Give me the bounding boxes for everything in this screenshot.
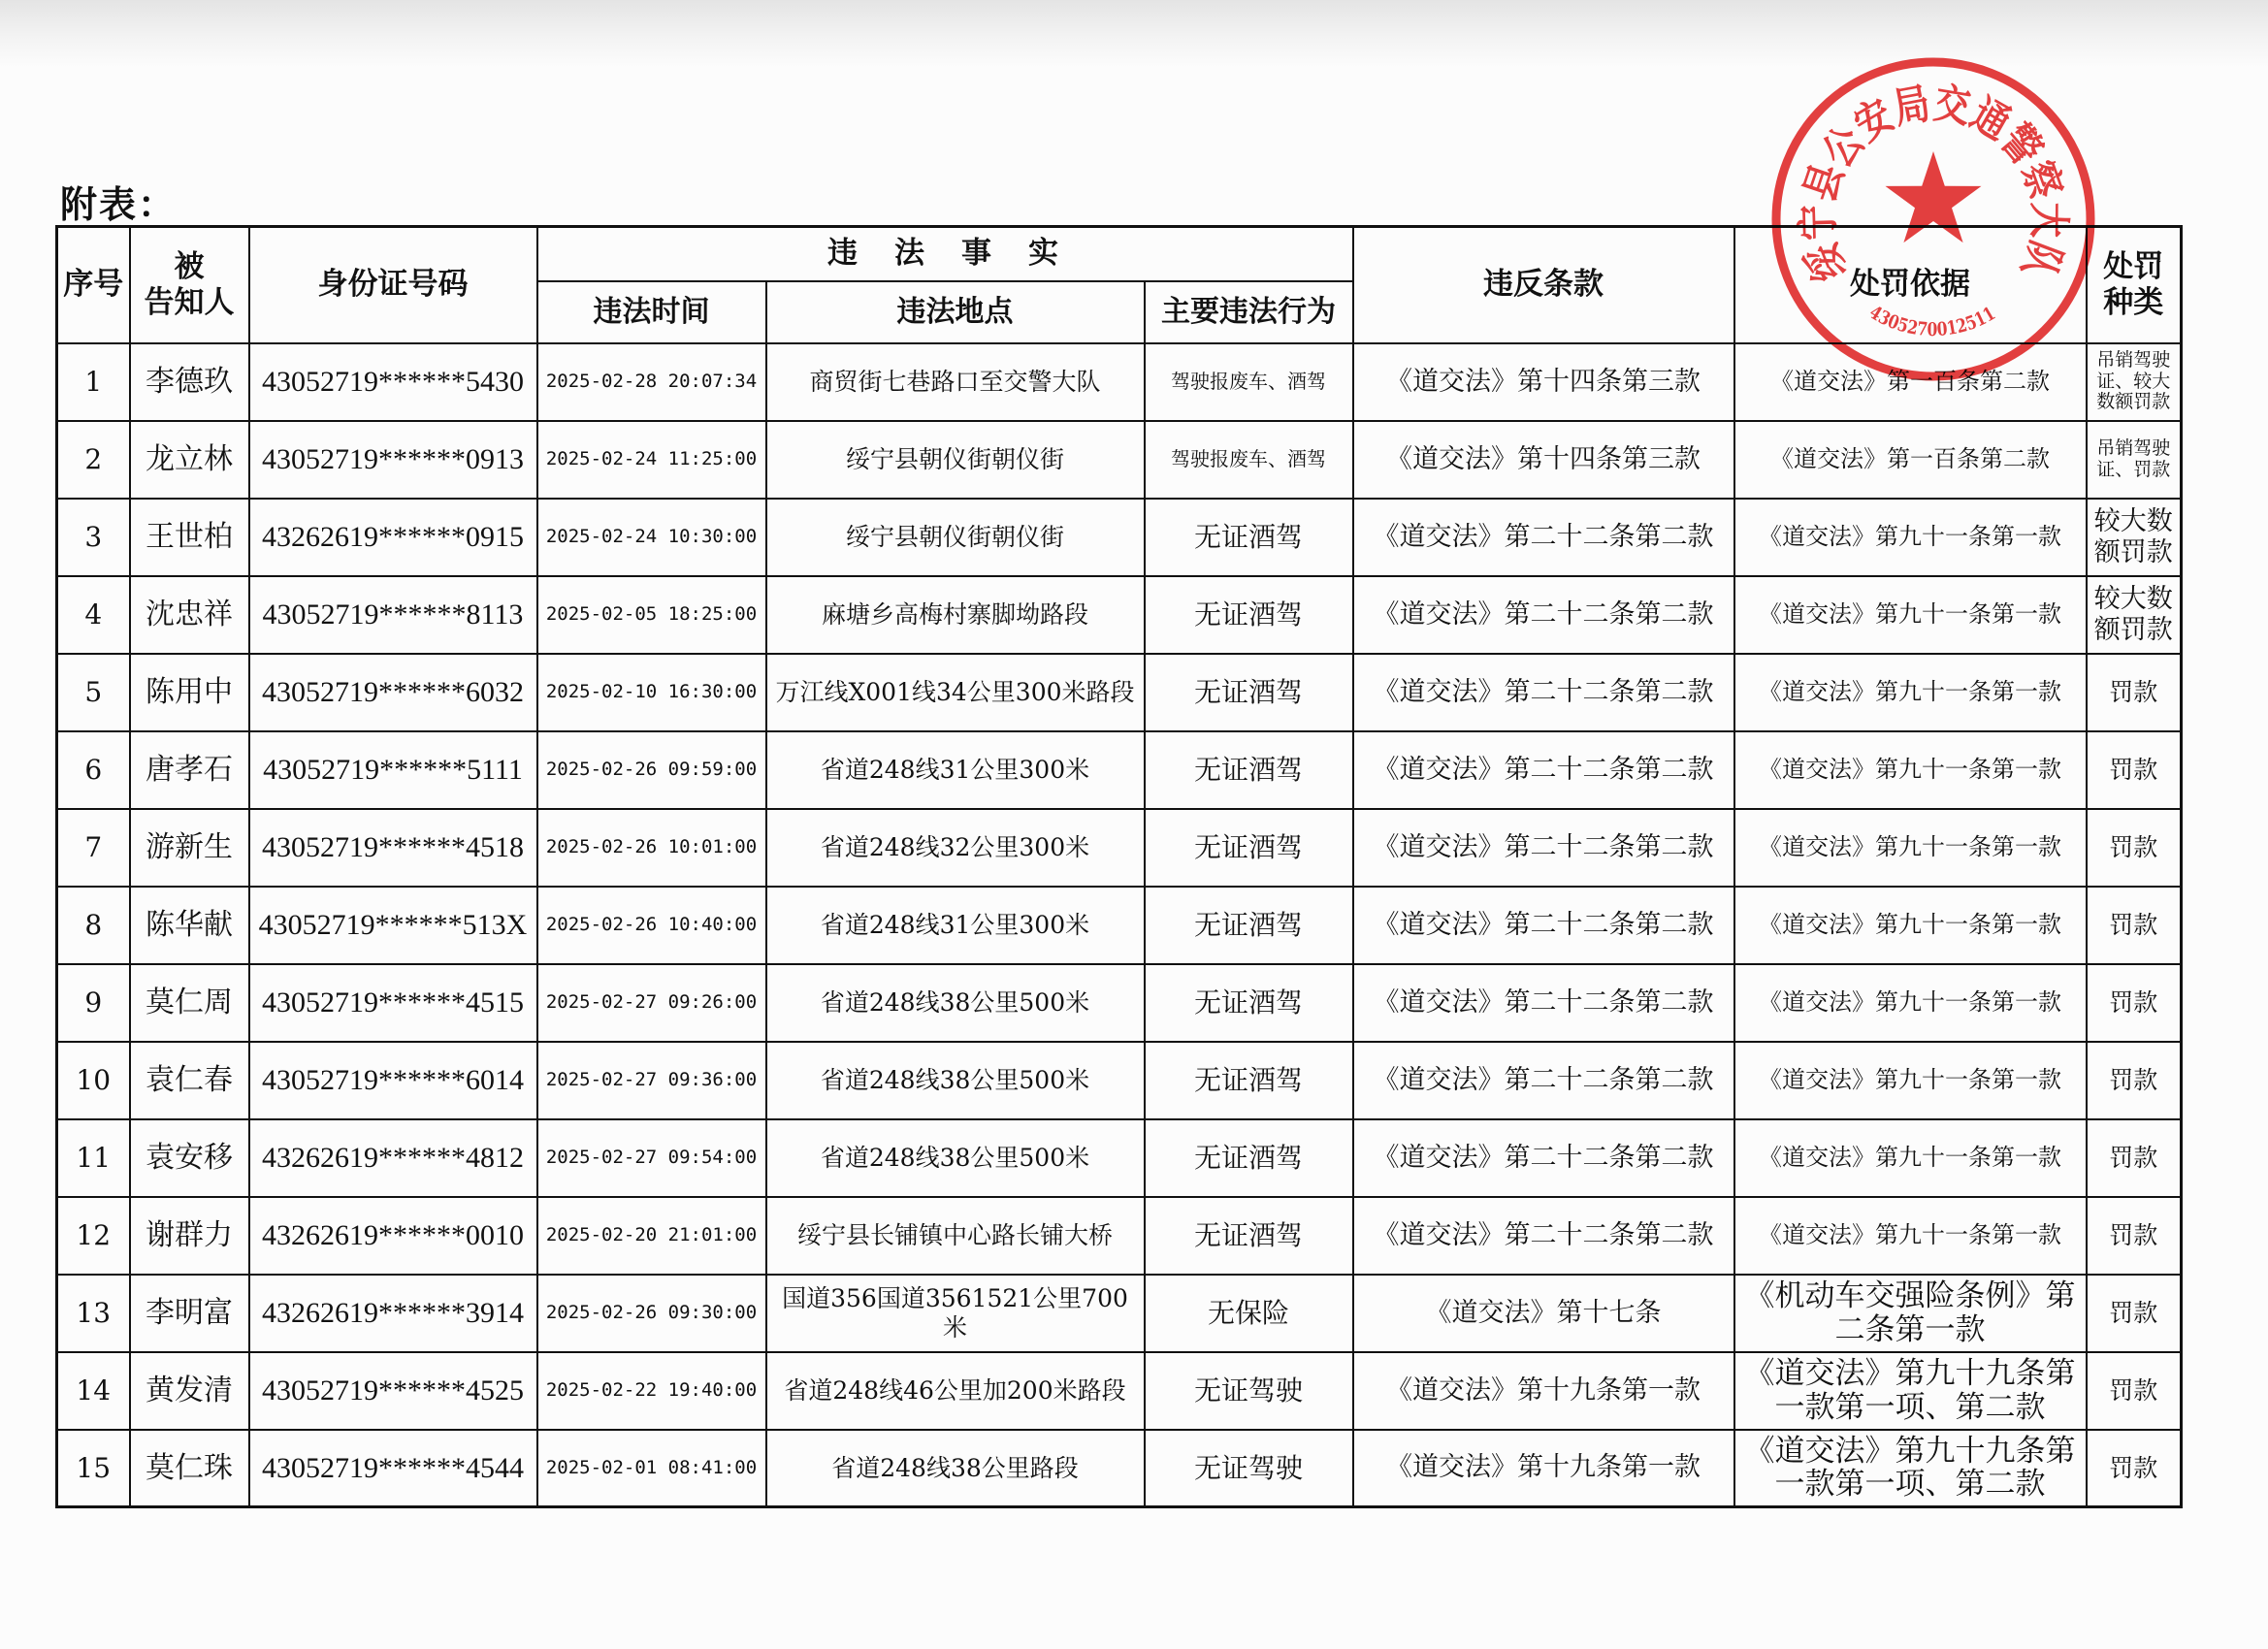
row-time: 2025-02-26 09:59:00 [537, 731, 766, 809]
table-row [57, 1275, 2182, 1352]
row-place: 省道248线46公里加200米路段 [766, 1352, 1145, 1430]
header-id-number: 身份证号码 [249, 227, 537, 343]
row-clause: 《道交法》第二十二条第二款 [1353, 964, 1734, 1042]
row-time: 2025-02-26 09:30:00 [537, 1275, 766, 1352]
row-behavior: 无证酒驾 [1145, 809, 1353, 887]
row-no: 6 [57, 731, 130, 809]
row-no: 11 [57, 1119, 130, 1197]
row-time: 2025-02-27 09:26:00 [537, 964, 766, 1042]
row-place: 省道248线31公里300米 [766, 887, 1145, 964]
table-row [57, 1119, 2182, 1197]
row-behavior: 无证酒驾 [1145, 1119, 1353, 1197]
row-basis: 《道交法》第九十九条第一款第一项、第二款 [1734, 1430, 2087, 1507]
row-no: 15 [57, 1430, 130, 1507]
row-basis: 《道交法》第九十九条第一款第一项、第二款 [1734, 1352, 2087, 1430]
row-time: 2025-02-26 10:01:00 [537, 809, 766, 887]
row-basis: 《道交法》第一百条第二款 [1734, 343, 2087, 421]
header-place: 违法地点 [766, 281, 1145, 343]
row-person: 袁仁春 [130, 1042, 249, 1119]
row-behavior: 无证驾驶 [1145, 1352, 1353, 1430]
row-no: 3 [57, 499, 130, 576]
row-id-number: 43052719******6014 [249, 1042, 537, 1119]
row-person: 沈忠祥 [130, 576, 249, 654]
row-behavior: 无证酒驾 [1145, 1042, 1353, 1119]
row-clause: 《道交法》第十四条第三款 [1353, 421, 1734, 499]
table-row [57, 1197, 2182, 1275]
table-row [57, 499, 2182, 576]
seal-name: 绥宁县公安局交通警察大队 [1793, 77, 2074, 292]
row-time: 2025-02-01 08:41:00 [537, 1430, 766, 1507]
row-place: 省道248线32公里300米 [766, 809, 1145, 887]
header-person: 被 告知人 [130, 227, 249, 343]
row-id-number: 43052719******4518 [249, 809, 537, 887]
row-behavior: 无证酒驾 [1145, 887, 1353, 964]
row-id-number: 43262619******4812 [249, 1119, 537, 1197]
row-basis: 《道交法》第九十一条第一款 [1734, 1197, 2087, 1275]
row-person: 李明富 [130, 1275, 249, 1352]
row-penalty: 罚款 [2087, 1042, 2182, 1119]
violation-table [55, 225, 2183, 1508]
row-person: 陈用中 [130, 654, 249, 731]
row-person: 唐孝石 [130, 731, 249, 809]
table-row [57, 343, 2182, 421]
row-person: 李德玖 [130, 343, 249, 421]
header-basis: 处罚依据 [1734, 227, 2087, 343]
row-penalty: 罚款 [2087, 1197, 2182, 1275]
row-time: 2025-02-26 10:40:00 [537, 887, 766, 964]
row-basis: 《道交法》第九十一条第一款 [1734, 1119, 2087, 1197]
row-clause: 《道交法》第二十二条第二款 [1353, 1197, 1734, 1275]
row-person: 黄发清 [130, 1352, 249, 1430]
row-penalty: 吊销驾驶证、罚款 [2087, 421, 2182, 499]
row-id-number: 43052719******5430 [249, 343, 537, 421]
row-clause: 《道交法》第十九条第一款 [1353, 1430, 1734, 1507]
row-behavior: 无证酒驾 [1145, 731, 1353, 809]
row-penalty: 罚款 [2087, 1430, 2182, 1507]
row-basis: 《道交法》第九十一条第一款 [1734, 499, 2087, 576]
row-clause: 《道交法》第十四条第三款 [1353, 343, 1734, 421]
row-behavior: 无证酒驾 [1145, 1197, 1353, 1275]
row-id-number: 43052719******513X [249, 887, 537, 964]
row-person: 龙立林 [130, 421, 249, 499]
row-basis: 《道交法》第九十一条第一款 [1734, 654, 2087, 731]
table-row [57, 421, 2182, 499]
row-time: 2025-02-27 09:54:00 [537, 1119, 766, 1197]
row-penalty: 较大数额罚款 [2087, 499, 2182, 576]
row-no: 5 [57, 654, 130, 731]
row-clause: 《道交法》第二十二条第二款 [1353, 887, 1734, 964]
row-basis: 《机动车交强险条例》第二条第一款 [1734, 1275, 2087, 1352]
row-no: 14 [57, 1352, 130, 1430]
scan-edge [0, 0, 2268, 68]
row-place: 绥宁县朝仪街朝仪街 [766, 499, 1145, 576]
row-id-number: 43262619******0010 [249, 1197, 537, 1275]
row-no: 13 [57, 1275, 130, 1352]
row-clause: 《道交法》第十七条 [1353, 1275, 1734, 1352]
row-penalty: 吊销驾驶证、较大数额罚款 [2087, 343, 2182, 421]
row-clause: 《道交法》第二十二条第二款 [1353, 809, 1734, 887]
table-row [57, 1430, 2182, 1507]
row-clause: 《道交法》第二十二条第二款 [1353, 1042, 1734, 1119]
row-time: 2025-02-27 09:36:00 [537, 1042, 766, 1119]
page-title: 附表： [60, 183, 178, 226]
row-behavior: 无保险 [1145, 1275, 1353, 1352]
row-place: 绥宁县长铺镇中心路长铺大桥 [766, 1197, 1145, 1275]
row-person: 谢群力 [130, 1197, 249, 1275]
row-place: 省道248线38公里路段 [766, 1430, 1145, 1507]
row-time: 2025-02-05 18:25:00 [537, 576, 766, 654]
row-basis: 《道交法》第九十一条第一款 [1734, 576, 2087, 654]
row-id-number: 43052719******0913 [249, 421, 537, 499]
row-place: 万江线X001线34公里300米路段 [766, 654, 1145, 731]
row-no: 9 [57, 964, 130, 1042]
row-time: 2025-02-24 11:25:00 [537, 421, 766, 499]
header-behavior: 主要违法行为 [1145, 281, 1353, 343]
header-row [57, 227, 2182, 281]
table-row [57, 809, 2182, 887]
row-no: 4 [57, 576, 130, 654]
table-row [57, 887, 2182, 964]
table-body [57, 343, 2182, 1507]
row-place: 国道356国道3561521公里700米 [766, 1275, 1145, 1352]
row-penalty: 罚款 [2087, 731, 2182, 809]
table-row [57, 576, 2182, 654]
row-penalty: 罚款 [2087, 1119, 2182, 1197]
row-id-number: 43262619******0915 [249, 499, 537, 576]
row-penalty: 罚款 [2087, 654, 2182, 731]
header-penalty: 处罚 种类 [2087, 227, 2182, 343]
row-clause: 《道交法》第二十二条第二款 [1353, 654, 1734, 731]
row-place: 省道248线31公里300米 [766, 731, 1145, 809]
row-clause: 《道交法》第二十二条第二款 [1353, 731, 1734, 809]
row-behavior: 驾驶报废车、酒驾 [1145, 343, 1353, 421]
header-clause: 违反条款 [1353, 227, 1734, 343]
seal-code: 4305270012511 [1865, 301, 2001, 341]
row-person: 陈华献 [130, 887, 249, 964]
row-behavior: 无证酒驾 [1145, 964, 1353, 1042]
row-basis: 《道交法》第九十一条第一款 [1734, 1042, 2087, 1119]
row-behavior: 无证酒驾 [1145, 654, 1353, 731]
row-id-number: 43052719******8113 [249, 576, 537, 654]
row-person: 王世柏 [130, 499, 249, 576]
row-id-number: 43052719******4544 [249, 1430, 537, 1507]
row-person: 莫仁周 [130, 964, 249, 1042]
row-no: 12 [57, 1197, 130, 1275]
header-facts: 违法事实 [537, 227, 1353, 281]
row-place: 省道248线38公里500米 [766, 1119, 1145, 1197]
row-person: 莫仁珠 [130, 1430, 249, 1507]
row-time: 2025-02-20 21:01:00 [537, 1197, 766, 1275]
row-behavior: 无证驾驶 [1145, 1430, 1353, 1507]
row-behavior: 驾驶报废车、酒驾 [1145, 421, 1353, 499]
table-row [57, 654, 2182, 731]
header-time: 违法时间 [537, 281, 766, 343]
row-no: 2 [57, 421, 130, 499]
row-id-number: 43262619******3914 [249, 1275, 537, 1352]
row-no: 7 [57, 809, 130, 887]
row-no: 8 [57, 887, 130, 964]
row-id-number: 43052719******5111 [249, 731, 537, 809]
row-penalty: 较大数额罚款 [2087, 576, 2182, 654]
row-time: 2025-02-28 20:07:34 [537, 343, 766, 421]
row-id-number: 43052719******6032 [249, 654, 537, 731]
row-clause: 《道交法》第二十二条第二款 [1353, 1119, 1734, 1197]
row-basis: 《道交法》第九十一条第一款 [1734, 809, 2087, 887]
row-basis: 《道交法》第一百条第二款 [1734, 421, 2087, 499]
row-basis: 《道交法》第九十一条第一款 [1734, 964, 2087, 1042]
table-row [57, 1042, 2182, 1119]
row-place: 绥宁县朝仪街朝仪街 [766, 421, 1145, 499]
row-basis: 《道交法》第九十一条第一款 [1734, 887, 2087, 964]
row-basis: 《道交法》第九十一条第一款 [1734, 731, 2087, 809]
row-id-number: 43052719******4525 [249, 1352, 537, 1430]
row-behavior: 无证酒驾 [1145, 499, 1353, 576]
row-time: 2025-02-24 10:30:00 [537, 499, 766, 576]
table-row [57, 964, 2182, 1042]
row-place: 商贸街七巷路口至交警大队 [766, 343, 1145, 421]
row-clause: 《道交法》第二十二条第二款 [1353, 576, 1734, 654]
row-id-number: 43052719******4515 [249, 964, 537, 1042]
table-row [57, 1352, 2182, 1430]
row-no: 1 [57, 343, 130, 421]
row-person: 游新生 [130, 809, 249, 887]
row-place: 省道248线38公里500米 [766, 1042, 1145, 1119]
header-no: 序号 [57, 227, 130, 343]
row-penalty: 罚款 [2087, 1275, 2182, 1352]
row-time: 2025-02-22 19:40:00 [537, 1352, 766, 1430]
row-place: 麻塘乡高梅村寨脚坳路段 [766, 576, 1145, 654]
row-time: 2025-02-10 16:30:00 [537, 654, 766, 731]
table-header [57, 227, 2182, 343]
row-penalty: 罚款 [2087, 1352, 2182, 1430]
row-behavior: 无证酒驾 [1145, 576, 1353, 654]
table-row [57, 731, 2182, 809]
row-clause: 《道交法》第二十二条第二款 [1353, 499, 1734, 576]
row-penalty: 罚款 [2087, 887, 2182, 964]
row-place: 省道248线38公里500米 [766, 964, 1145, 1042]
row-person: 袁安移 [130, 1119, 249, 1197]
row-clause: 《道交法》第十九条第一款 [1353, 1352, 1734, 1430]
row-no: 10 [57, 1042, 130, 1119]
row-penalty: 罚款 [2087, 964, 2182, 1042]
row-penalty: 罚款 [2087, 809, 2182, 887]
